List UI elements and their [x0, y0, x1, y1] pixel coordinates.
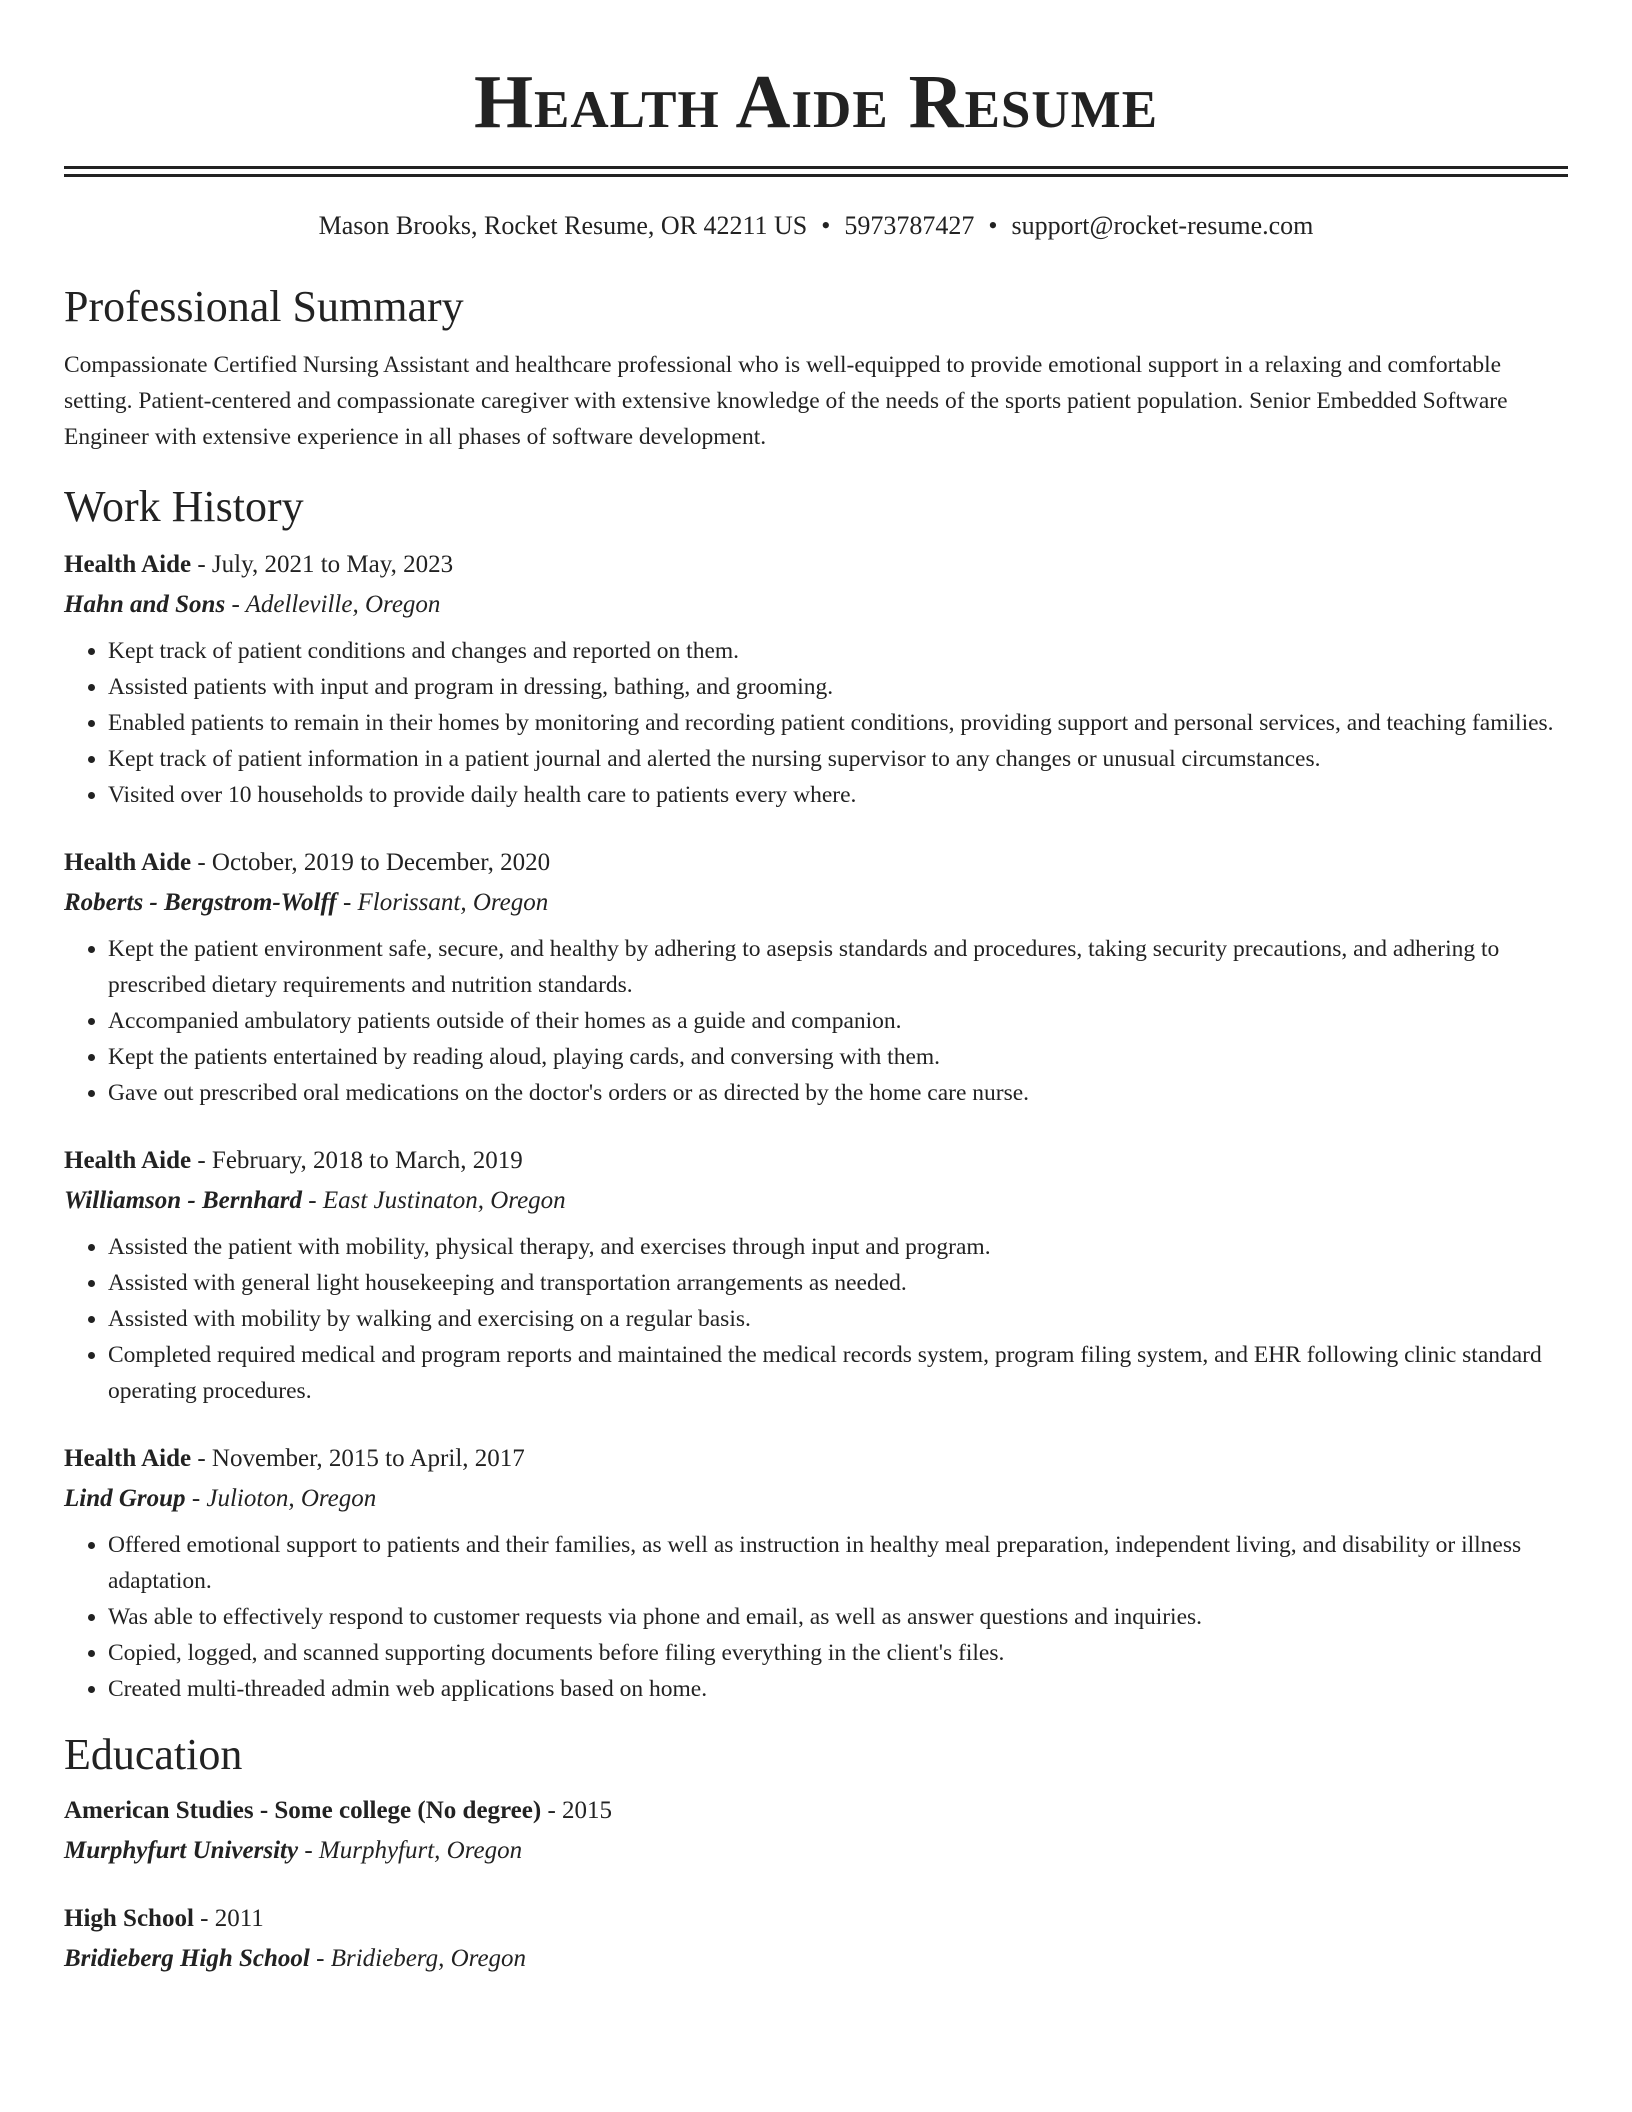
list-item: • Assisted the patient with mobility, physical therapy, and exercises through input and program. [108, 1229, 1568, 1265]
job-company-line [64, 1481, 1568, 1517]
list-item: • Assisted with general light housekeeping and transportation arrangements as needed. [108, 1265, 1568, 1301]
title-divider-bottom [64, 174, 1568, 177]
list-item: • Visited over 10 households to provide daily health care to patients every where. [108, 777, 1568, 813]
list-item: • Completed required medical and program reports and maintained the medical records system, program filing system, and EHR following clinic standard operating procedures. [108, 1337, 1568, 1409]
education-year: - 2015 [541, 1797, 613, 1824]
job-title: Health Aide [64, 1147, 192, 1174]
job-duties [64, 1527, 1568, 1707]
list-item: • Kept the patient environment safe, secure, and healthy by adhering to asepsis standards and procedures, taking security precautions, and adhering to prescribed dietary requirements and nutrition standards. [108, 931, 1568, 1003]
education-location: - Murphyfurt, Oregon [298, 1837, 523, 1864]
contact-email: support@rocket-resume.com [1011, 211, 1314, 240]
list-item: • Assisted with mobility by walking and exercising on a regular basis. [108, 1301, 1568, 1337]
contact-address: Mason Brooks, Rocket Resume, OR 42211 US [318, 211, 808, 240]
education-school-line [64, 1941, 1568, 1977]
education-degree-line [64, 1901, 1568, 1937]
job-company-line [64, 587, 1568, 623]
contact-line [64, 211, 1568, 241]
page-title: Health Aide Resume [473, 60, 1159, 144]
education-year: - 2011 [193, 1905, 264, 1932]
list-item: • Kept track of patient conditions and changes and reported on them. [108, 633, 1568, 669]
list-item: • Created multi-threaded admin web applications based on home. [108, 1671, 1568, 1707]
job-location: - Adelleville, Oregon [225, 591, 441, 618]
job-location: - Florissant, Oregon [336, 889, 549, 916]
job-title-line [64, 1441, 1568, 1477]
job-entry [64, 1441, 1568, 1707]
list-item: • Kept track of patient information in a patient journal and alerted the nursing supervisor to any changes or unusual circumstances. [108, 741, 1568, 777]
education-heading: Education [64, 1730, 243, 1779]
list-item: • Assisted patients with input and program in dressing, bathing, and grooming. [108, 669, 1568, 705]
job-dates: - February, 2018 to March, 2019 [191, 1147, 523, 1174]
job-duties [64, 1229, 1568, 1409]
education-degree: American Studies - Some college (No degree) [64, 1797, 542, 1824]
bullet-separator: • [988, 211, 998, 240]
education-school: Murphyfurt University [64, 1837, 299, 1864]
job-company: Roberts - Bergstrom-Wolff [64, 889, 337, 916]
job-title: Health Aide [64, 551, 192, 578]
job-dates: - July, 2021 to May, 2023 [191, 551, 454, 578]
job-entry [64, 845, 1568, 1111]
summary-heading: Professional Summary [64, 282, 464, 331]
job-company-line [64, 885, 1568, 921]
job-title: Health Aide [64, 849, 192, 876]
list-item: • Accompanied ambulatory patients outside of their homes as a guide and companion. [108, 1003, 1568, 1039]
job-location: - Julioton, Oregon [185, 1485, 377, 1512]
job-title-line [64, 845, 1568, 881]
job-company: Lind Group [64, 1485, 186, 1512]
list-item: • Copied, logged, and scanned supporting documents before filing everything in the client's files. [108, 1635, 1568, 1671]
job-company: Williamson - Bernhard [64, 1187, 303, 1214]
job-entry [64, 1143, 1568, 1409]
job-company: Hahn and Sons [64, 591, 226, 618]
job-duties [64, 931, 1568, 1111]
list-item: • Kept the patients entertained by reading aloud, playing cards, and conversing with them. [108, 1039, 1568, 1075]
education-entry [64, 1901, 1568, 1977]
education-location: - Bridieberg, Oregon [309, 1945, 527, 1972]
job-dates: - October, 2019 to December, 2020 [191, 849, 551, 876]
job-company-line [64, 1183, 1568, 1219]
job-dates: - November, 2015 to April, 2017 [191, 1445, 525, 1472]
job-title-line [64, 547, 1568, 583]
education-degree-line [64, 1793, 1568, 1829]
list-item: • Enabled patients to remain in their homes by monitoring and recording patient conditions, providing support and personal services, and teaching families. [108, 705, 1568, 741]
bullet-separator: • [821, 211, 831, 240]
education-school: Bridieberg High School [64, 1945, 310, 1972]
job-entry [64, 547, 1568, 813]
summary-text: Compassionate Certified Nursing Assistant and healthcare professional who is well-equipped to provide emotional support in a relaxing and comfortable setting. Patient-centered and compassionate caregiver with extensive knowledge of the needs of the sports patient population. Senior Embedded Software Engineer with extensive experience in all phases of software development. [64, 352, 1508, 450]
list-item: • Was able to effectively respond to customer requests via phone and email, as well as answer questions and inquiries. [108, 1599, 1568, 1635]
work-history-heading: Work History [64, 482, 304, 531]
list-item: • Gave out prescribed oral medications on the doctor's orders or as directed by the home care nurse. [108, 1075, 1568, 1111]
list-item: • Offered emotional support to patients and their families, as well as instruction in healthy meal preparation, independent living, and disability or illness adaptation. [108, 1527, 1568, 1599]
job-duties [64, 633, 1568, 813]
education-degree: High School [64, 1905, 194, 1932]
job-title: Health Aide [64, 1445, 192, 1472]
job-title-line [64, 1143, 1568, 1179]
job-location: - East Justinaton, Oregon [302, 1187, 566, 1214]
education-school-line [64, 1833, 1568, 1869]
contact-phone: 5973787427 [844, 211, 975, 240]
education-entry [64, 1793, 1568, 1869]
